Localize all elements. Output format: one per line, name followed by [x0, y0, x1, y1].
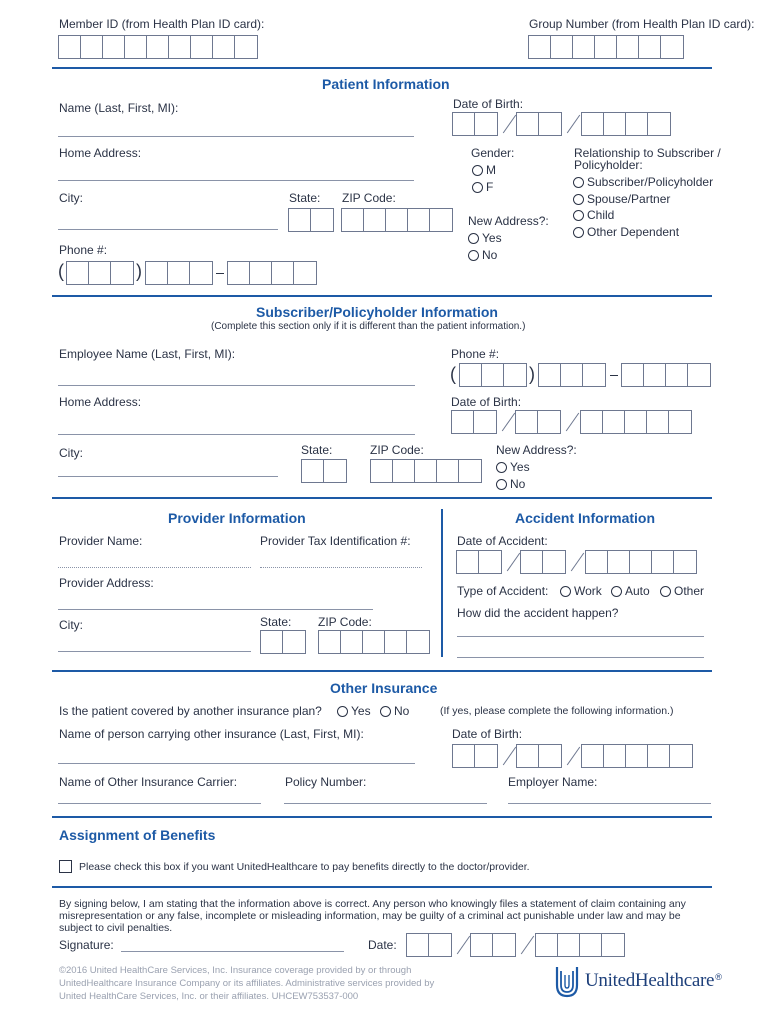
gender-f-radio[interactable]: F: [472, 180, 493, 194]
subscriber-phone-label: Phone #:: [451, 347, 500, 361]
provider-state-label: State:: [260, 615, 292, 629]
signature-date-month[interactable]: [406, 933, 452, 957]
statement-line-2: misrepresentation or any false, incomplete or misleading information, may be guilty of a criminal act punishable under law and may be: [59, 910, 681, 922]
phone-open-paren: (: [58, 261, 64, 281]
group-number-field[interactable]: [528, 35, 684, 59]
footer-line-1: ©2016 United HealthCare Services, Inc. Insurance coverage provided by or through: [59, 965, 412, 976]
provider-accident-divider: [441, 509, 443, 657]
subscriber-state-label: State:: [301, 443, 333, 457]
other-insurance-question: Is the patient covered by another insurance plan?: [59, 704, 322, 718]
patient-name-label: Name (Last, First, MI):: [59, 101, 179, 115]
patient-dob-label: Date of Birth:: [453, 97, 524, 111]
patient-phone-line[interactable]: [227, 261, 317, 285]
accident-date-year[interactable]: [585, 550, 697, 574]
provider-address-label: Provider Address:: [59, 576, 154, 590]
subscriber-dob-month[interactable]: [451, 410, 497, 434]
date-separator: [566, 413, 579, 432]
subscriber-new-address-yes-radio[interactable]: Yes: [496, 460, 530, 474]
member-id-label: Member ID (from Health Plan ID card):: [59, 17, 265, 31]
patient-phone-label: Phone #:: [59, 243, 108, 257]
provider-city-label: City:: [59, 618, 83, 632]
provider-zip-label: ZIP Code:: [318, 615, 372, 629]
employer-name-label: Employer Name:: [508, 775, 598, 789]
patient-section-title: Patient Information: [322, 76, 450, 92]
accident-how-field-2[interactable]: [457, 657, 704, 658]
date-separator: [503, 747, 516, 766]
accident-type-other-radio[interactable]: Other: [660, 584, 704, 598]
relationship-label-line1: Relationship to Subscriber /: [574, 146, 721, 160]
other-insurance-note: (If yes, please complete the following information.): [440, 705, 674, 717]
patient-zip-label: ZIP Code:: [342, 191, 396, 205]
relationship-subscriber-radio[interactable]: Subscriber/Policyholder: [573, 175, 713, 189]
other-insurance-person-label: Name of person carrying other insurance (Last, First, MI):: [59, 727, 364, 741]
phone-dash: [610, 375, 618, 376]
patient-divider: [52, 295, 712, 297]
provider-section-title: Provider Information: [168, 510, 306, 526]
group-number-label: Group Number (from Health Plan ID card):: [529, 17, 755, 31]
signature-date-day[interactable]: [470, 933, 516, 957]
patient-city-label: City:: [59, 191, 83, 205]
other-insurance-no-radio[interactable]: No: [380, 704, 409, 718]
assignment-checkbox[interactable]: [59, 860, 72, 873]
patient-home-address-field[interactable]: [58, 180, 414, 181]
subscriber-new-address-no-radio[interactable]: No: [496, 477, 525, 491]
accident-type-auto-radio[interactable]: Auto: [611, 584, 650, 598]
accident-section-title: Accident Information: [515, 510, 656, 526]
provider-tax-id-field[interactable]: [260, 567, 422, 568]
signature-date-year[interactable]: [535, 933, 625, 957]
subscriber-phone-prefix[interactable]: [538, 363, 606, 387]
other-insurance-section-title: Other Insurance: [330, 680, 438, 696]
phone-open-paren: (: [450, 364, 456, 384]
patient-home-address-label: Home Address:: [59, 146, 142, 160]
subscriber-dob-day[interactable]: [515, 410, 561, 434]
uhc-u-mark-icon: [555, 963, 579, 999]
other-insurance-dob-label: Date of Birth:: [452, 727, 523, 741]
subscriber-zip-label: ZIP Code:: [370, 443, 424, 457]
policy-number-label: Policy Number:: [285, 775, 367, 789]
date-separator: [507, 553, 520, 572]
employee-name-label: Employee Name (Last, First, MI):: [59, 347, 236, 361]
other-carrier-name-label: Name of Other Insurance Carrier:: [59, 775, 238, 789]
other-insurance-person-field[interactable]: [58, 763, 415, 764]
statement-line-1: By signing below, I am stating that the information above is correct. Any person who knowingly files a statement of claim containing any: [59, 898, 686, 910]
provider-tax-id-label: Provider Tax Identification #:: [260, 534, 411, 548]
patient-state-field[interactable]: [288, 208, 334, 232]
other-insurance-dob-day[interactable]: [516, 744, 562, 768]
accident-type-label: Type of Accident:: [457, 584, 549, 598]
patient-gender-label: Gender:: [471, 146, 515, 160]
subscriber-dob-year[interactable]: [580, 410, 692, 434]
phone-dash: [216, 273, 224, 274]
date-label: Date:: [368, 938, 397, 952]
provider-name-label: Provider Name:: [59, 534, 143, 548]
subscriber-section-subtitle: (Complete this section only if it is different than the patient information.): [211, 321, 526, 332]
assignment-checkbox-text: Please check this box if you want UnitedHealthcare to pay benefits directly to the doctor/provider.: [79, 861, 530, 873]
provider-name-field[interactable]: [58, 567, 251, 568]
date-separator: [567, 115, 580, 134]
date-separator: [503, 115, 516, 134]
provider-divider: [52, 670, 712, 672]
subscriber-dob-label: Date of Birth:: [451, 395, 522, 409]
header-divider: [52, 67, 712, 69]
patient-new-address-label: New Address?:: [468, 214, 549, 228]
subscriber-section-title: Subscriber/Policyholder Information: [256, 304, 498, 320]
footer-line-2: UnitedHealthcare Insurance Company or its affiliates. Administrative services provided by: [59, 978, 435, 989]
phone-close-paren: ): [136, 261, 142, 281]
relationship-label-line2: Policyholder:: [574, 158, 643, 172]
subscriber-phone-area-code[interactable]: [459, 363, 527, 387]
subscriber-new-address-label: New Address?:: [496, 443, 577, 457]
relationship-child-radio[interactable]: Child: [573, 208, 614, 222]
patient-new-address-no-radio[interactable]: No: [468, 248, 497, 262]
other-carrier-name-field[interactable]: [58, 803, 261, 804]
accident-how-field-1[interactable]: [457, 636, 704, 637]
employer-name-field[interactable]: [508, 803, 711, 804]
employee-name-field[interactable]: [58, 385, 415, 386]
date-separator: [521, 936, 534, 955]
provider-city-field[interactable]: [58, 651, 251, 652]
provider-zip-field[interactable]: [318, 630, 430, 654]
relationship-spouse-radio[interactable]: Spouse/Partner: [573, 192, 670, 206]
patient-dob-month[interactable]: [452, 112, 498, 136]
patient-phone-area-code[interactable]: [66, 261, 134, 285]
member-id-field[interactable]: [58, 35, 258, 59]
other-insurance-divider: [52, 816, 712, 818]
relationship-other-radio[interactable]: Other Dependent: [573, 225, 679, 239]
subscriber-divider: [52, 497, 712, 499]
date-separator: [571, 553, 584, 572]
subscriber-phone-line[interactable]: [621, 363, 711, 387]
patient-phone-prefix[interactable]: [145, 261, 213, 285]
gender-m-radio[interactable]: M: [472, 163, 496, 177]
logo-registered-mark: ®: [715, 972, 722, 982]
footer-line-3: United HealthCare Services, Inc. or their affiliates. UHCEW753537-000: [59, 991, 359, 1002]
assignment-divider: [52, 886, 712, 888]
patient-name-field[interactable]: [58, 136, 414, 137]
logo-wordmark: UnitedHealthcare: [585, 970, 715, 991]
provider-address-field[interactable]: [58, 609, 373, 610]
subscriber-home-address-label: Home Address:: [59, 395, 142, 409]
statement-line-3: subject to civil penalties.: [59, 922, 173, 934]
patient-new-address-yes-radio[interactable]: Yes: [468, 231, 502, 245]
provider-state-field[interactable]: [260, 630, 306, 654]
accident-date-month[interactable]: [456, 550, 502, 574]
subscriber-state-field[interactable]: [301, 459, 347, 483]
subscriber-city-field[interactable]: [58, 476, 278, 477]
accident-date-day[interactable]: [520, 550, 566, 574]
accident-how-label: How did the accident happen?: [457, 606, 619, 620]
assignment-section-title: Assignment of Benefits: [59, 827, 216, 843]
subscriber-home-address-field[interactable]: [58, 434, 415, 435]
patient-state-label: State:: [289, 191, 321, 205]
subscriber-city-label: City:: [59, 446, 83, 460]
phone-close-paren: ): [529, 364, 535, 384]
subscriber-zip-field[interactable]: [370, 459, 482, 483]
policy-number-field[interactable]: [284, 803, 487, 804]
date-separator: [567, 747, 580, 766]
other-insurance-yes-radio[interactable]: Yes: [337, 704, 371, 718]
other-insurance-dob-month[interactable]: [452, 744, 498, 768]
other-insurance-dob-year[interactable]: [581, 744, 693, 768]
unitedhealthcare-logo: [555, 963, 722, 999]
date-separator: [457, 936, 470, 955]
signature-label: Signature:: [59, 938, 114, 952]
patient-dob-year[interactable]: [581, 112, 671, 136]
patient-dob-day[interactable]: [516, 112, 562, 136]
date-separator: [502, 413, 515, 432]
accident-type-work-radio[interactable]: Work: [560, 584, 602, 598]
patient-zip-field[interactable]: [341, 208, 453, 232]
patient-city-field[interactable]: [58, 229, 278, 230]
signature-field[interactable]: [121, 951, 344, 952]
accident-date-label: Date of Accident:: [457, 534, 548, 548]
